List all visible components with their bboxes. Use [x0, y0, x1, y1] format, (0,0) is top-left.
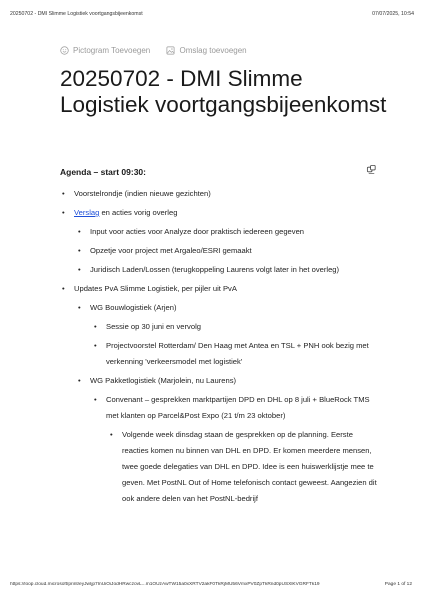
- list-item: • Updates PvA Slimme Logistiek, per pijler uit PvA: [60, 281, 380, 297]
- add-icon-label: Pictogram Toevoegen: [73, 46, 151, 55]
- list-item: • Projectvoorstel Rotterdam/ Den Haag met Antea en TSL + PNH ook bezig met verkenning 'verkeersmodel met logistiek': [92, 338, 380, 370]
- print-header: [0, 0, 424, 22]
- agenda-heading: Agenda – start 09:30:: [60, 167, 146, 177]
- list-item: • Juridisch Laden/Lossen (terugkoppeling Laurens volgt later in het overleg): [76, 262, 380, 278]
- smiley-icon: [60, 46, 69, 55]
- list-item: • Verslag en acties vorig overleg: [60, 205, 380, 221]
- list-item: • Voorstelrondje (indien nieuwe gezichten): [60, 186, 380, 202]
- list-item: • Input voor acties voor Analyze door praktisch iedereen gegeven: [76, 224, 380, 240]
- page-actions: [60, 46, 261, 57]
- add-cover-button[interactable]: [166, 46, 246, 55]
- list-item: • Volgende week dinsdag staan de gesprekken op de planning. Eerste reacties komen nu binnen van DHL en DPD. Er komen meerdere mensen, twee goede delegaties van DHL en DPD. Idee is een huiswerklijstje mee te geven. Met PostNL Out of Home telefonisch contact geweest. Aangezien dit ook andere delen van het PostNL-bedrijf: [108, 427, 380, 507]
- list-item: • Sessie op 30 juni en vervolg: [92, 319, 380, 335]
- print-footer-page: Page 1 of 12: [384, 582, 412, 587]
- sync-icon[interactable]: [366, 164, 377, 175]
- list-item: • WG Bouwlogistiek (Arjen): [76, 300, 380, 316]
- print-header-datetime: 07/07/2025, 10:54: [372, 11, 414, 17]
- print-footer-url: https://loop.cloud.microsoft/print/eyJwIjp7InUiOiJodHRwczovL...m1OUzAwTW15a0xXRTV2akF0TkRjMU56VmxPV0ZpTkRnd0pUSXlKVGRFTk19: [10, 582, 320, 587]
- list-item: • Convenant – gesprekken marktpartijen DPD en DHL op 8 juli + BlueRock TMS met klanten op Parcel&Post Expo (21 t/m 23 oktober): [92, 392, 380, 424]
- add-cover-label: Omslag toevoegen: [179, 46, 247, 55]
- agenda-list: [60, 186, 380, 510]
- add-icon-button[interactable]: [60, 46, 150, 55]
- print-header-title: 20250702 - DMI Slimme Logistiek voortgangsbijeenkomst: [10, 11, 143, 17]
- list-item: • WG Pakketlogistiek (Marjolein, nu Laurens): [76, 373, 380, 389]
- verslag-link[interactable]: Verslag: [74, 208, 100, 217]
- page-title: 20250702 - DMI Slimme Logistiek voortgangsbijeenkomst: [60, 66, 387, 117]
- list-item: • Opzetje voor project met Argaleo/ESRI gemaakt: [76, 243, 380, 259]
- image-icon: [166, 46, 175, 55]
